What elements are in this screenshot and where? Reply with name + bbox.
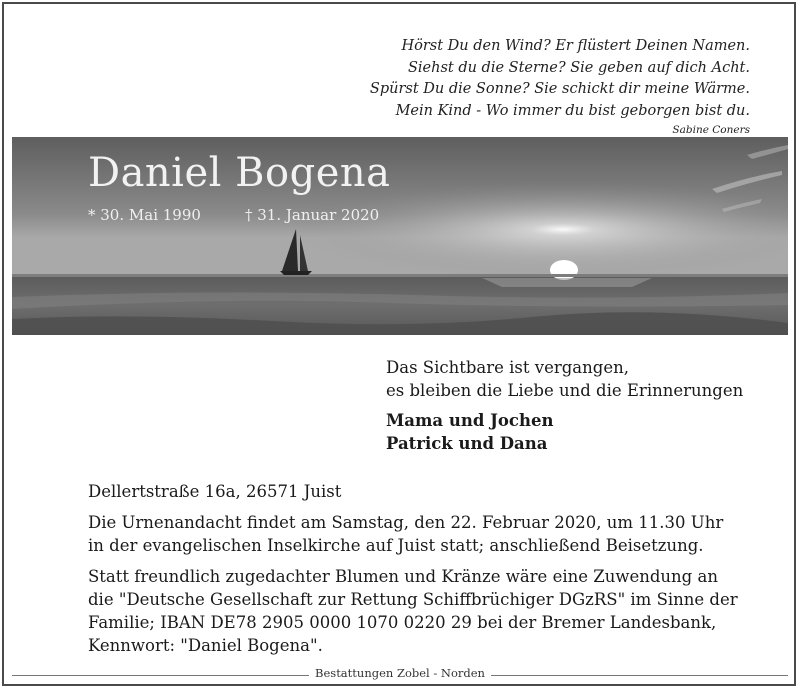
poem-line: Hörst Du den Wind? Er flüstert Deinen Namen.: [401, 38, 750, 54]
quote-line: Das Sichtbare ist vergangen,: [386, 358, 629, 377]
service-info: [88, 511, 768, 557]
donation-line: Statt freundlich zugedachter Blumen und Kränze wäre eine Zuwendung an: [88, 567, 718, 586]
mourner-name: Mama und Jochen: [386, 411, 554, 430]
service-line: Die Urnenandacht findet am Samstag, den 22. Februar 2020, um 11.30 Uhr: [88, 513, 724, 532]
poem-line: Siehst du die Sterne? Sie geben auf dich Acht.: [407, 59, 750, 76]
mourner-name: Patrick und Dana: [386, 434, 548, 453]
address: Dellertstraße 16a, 26571 Juist: [88, 482, 342, 501]
poem-author: Sabine Coners: [672, 124, 750, 136]
memorial-quote: [386, 356, 743, 402]
birth-date: * 30. Mai 1990: [88, 206, 201, 224]
footer-text: Bestattungen Zobel - Norden: [309, 666, 491, 680]
donation-line: Familie; IBAN DE78 2905 0000 1070 0220 29 bei der Bremer Landesbank,: [88, 613, 717, 632]
mourners: [386, 409, 553, 455]
service-line: in der evangelischen Inselkirche auf Juist statt; anschließend Beisetzung.: [88, 536, 704, 555]
funeral-home-credit: [0, 666, 800, 680]
donation-line: Kennwort: "Daniel Bogena".: [88, 636, 323, 655]
deceased-name: Daniel Bogena: [88, 150, 391, 196]
poem-line: Spürst Du die Sonne? Sie schickt dir meine Wärme.: [369, 81, 750, 97]
quote-line: es bleiben die Liebe und die Erinnerungen: [386, 381, 744, 400]
poem-line: Mein Kind - Wo immer du bist geborgen bist du.: [395, 102, 750, 119]
donation-line: die "Deutsche Gesellschaft zur Rettung Schiffbrüchiger DGzRS" im Sinne der: [88, 590, 738, 609]
donation-info: [88, 565, 768, 657]
notice-details: [88, 480, 768, 665]
death-date: † 31. Januar 2020: [245, 206, 380, 224]
poem: [370, 36, 750, 137]
